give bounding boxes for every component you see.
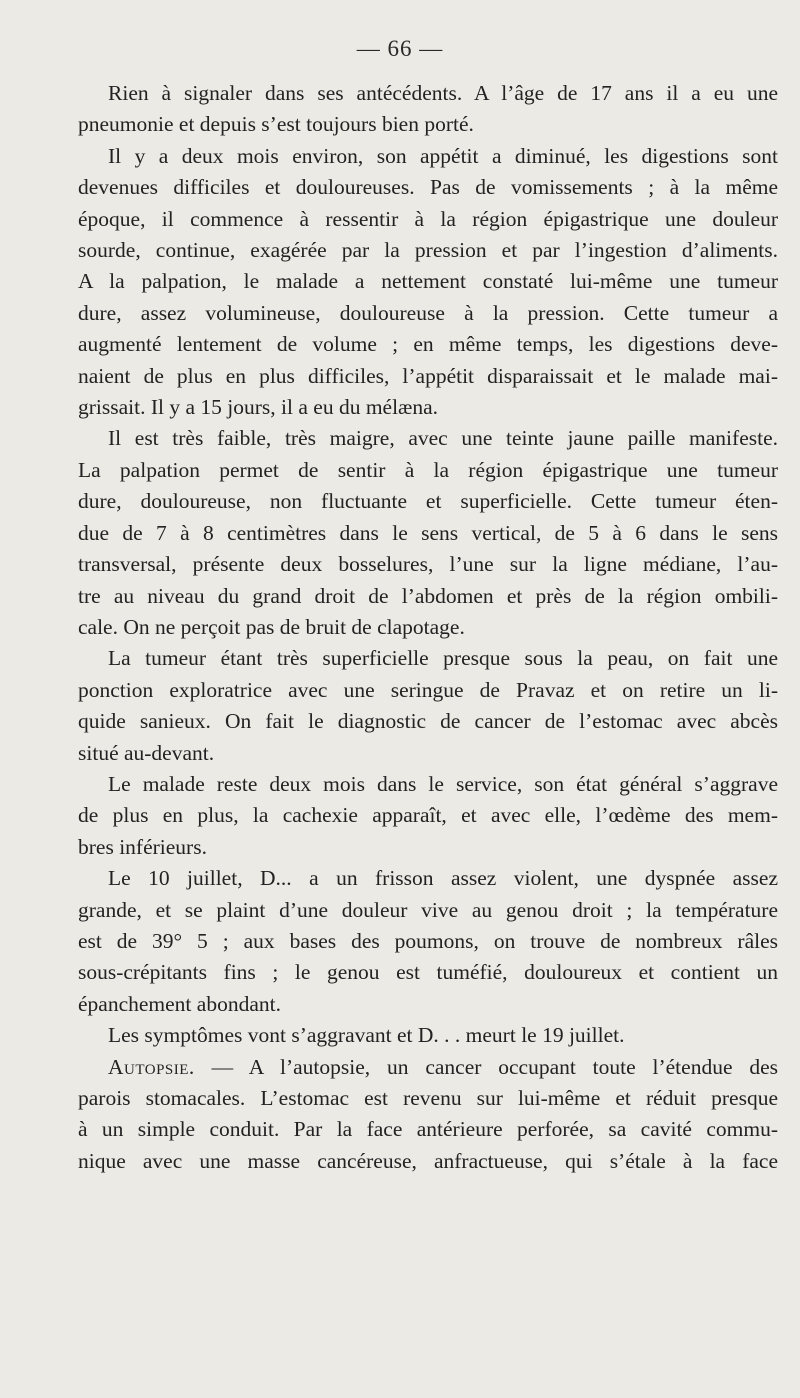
text-line: quide sanieux. On fait le diagnostic de cancer de l’estomac avec abcès (78, 709, 778, 734)
text-line: naient de plus en plus difficiles, l’appétit disparaissait et le malade mai- (78, 363, 778, 388)
text-line: La tumeur étant très superficielle presque sous la peau, on fait une (108, 646, 778, 671)
text-line: à un simple conduit. Par la face antérieure perforée, sa cavité commu- (78, 1117, 778, 1142)
text-line: Il y a deux mois environ, son appétit a diminué, les digestions sont (108, 143, 778, 168)
text-line: A la palpation, le malade a nettement constaté lui-même une tumeur (78, 269, 778, 294)
text-line: dure, douloureuse, non fluctuante et superficielle. Cette tumeur éten- (78, 489, 778, 514)
text-line: grande, et se plaint d’une douleur vive au genou droit ; la température (78, 897, 778, 922)
text-line: pneumonie et depuis s’est toujours bien porté. (78, 112, 474, 137)
text-line: Autopsie. — A l’autopsie, un cancer occupant toute l’étendue des (108, 1054, 778, 1079)
body-text (78, 78, 778, 1177)
text-line: Le malade reste deux mois dans le service, son état général s’aggrave (108, 771, 778, 796)
text-line: sous-crépitants fins ; le genou est tuméfié, douloureux et contient un (78, 960, 778, 985)
text-line: sourde, continue, exagérée par la pression et par l’ingestion d’aliments. (78, 238, 778, 263)
text-line: La palpation permet de sentir à la région épigastrique une tumeur (78, 457, 778, 482)
text-line: due de 7 à 8 centimètres dans le sens vertical, de 5 à 6 dans le sens (78, 520, 778, 545)
text-line: augmenté lentement de volume ; en même temps, les digestions deve- (78, 332, 778, 357)
text-line: Rien à signaler dans ses antécédents. A l’âge de 17 ans il a eu une (108, 81, 778, 105)
text-line: époque, il commence à ressentir à la région épigastrique une douleur (78, 206, 778, 231)
text-line: de plus en plus, la cachexie apparaît, et avec elle, l’œdème des mem- (78, 803, 778, 828)
text-line: épanchement abondant. (78, 991, 281, 1016)
section-heading: Autopsie. (108, 1054, 195, 1079)
text-line: grissait. Il y a 15 jours, il a eu du mélæna. (78, 395, 439, 420)
text-line: est de 39° 5 ; aux bases des poumons, on trouve de nombreux râles (78, 928, 778, 953)
text-line: Il est très faible, très maigre, avec une teinte jaune paille manifeste. (108, 426, 778, 451)
text-line: devenues difficiles et douloureuses. Pas de vomissements ; à la même (78, 175, 778, 200)
text-line: dure, assez volumineuse, douloureuse à la pression. Cette tumeur a (78, 300, 778, 325)
text-line: transversal, présente deux bosselures, l’une sur la ligne médiane, l’au- (78, 552, 778, 577)
text-line: tre au niveau du grand droit de l’abdomen et près de la région ombili- (78, 583, 778, 608)
page-number: — 66 — (356, 36, 444, 61)
text-line: ponction exploratrice avec une seringue de Pravaz et on retire un li- (78, 677, 778, 702)
text-line: parois stomacales. L’estomac est revenu sur lui-même et réduit presque (78, 1086, 778, 1110)
text-line: nique avec une masse cancéreuse, anfractueuse, qui s’étale à la face (78, 1148, 778, 1173)
text-line: Les symptômes vont s’aggravant et D. . . meurt le 19 juillet. (108, 1023, 625, 1048)
text-line: Le 10 juillet, D... a un frisson assez violent, une dyspnée assez (108, 866, 778, 891)
text-line: situé au-devant. (78, 740, 215, 765)
text-line: cale. On ne perçoit pas de bruit de clapotage. (78, 614, 465, 639)
text-line: bres inférieurs. (78, 834, 207, 859)
